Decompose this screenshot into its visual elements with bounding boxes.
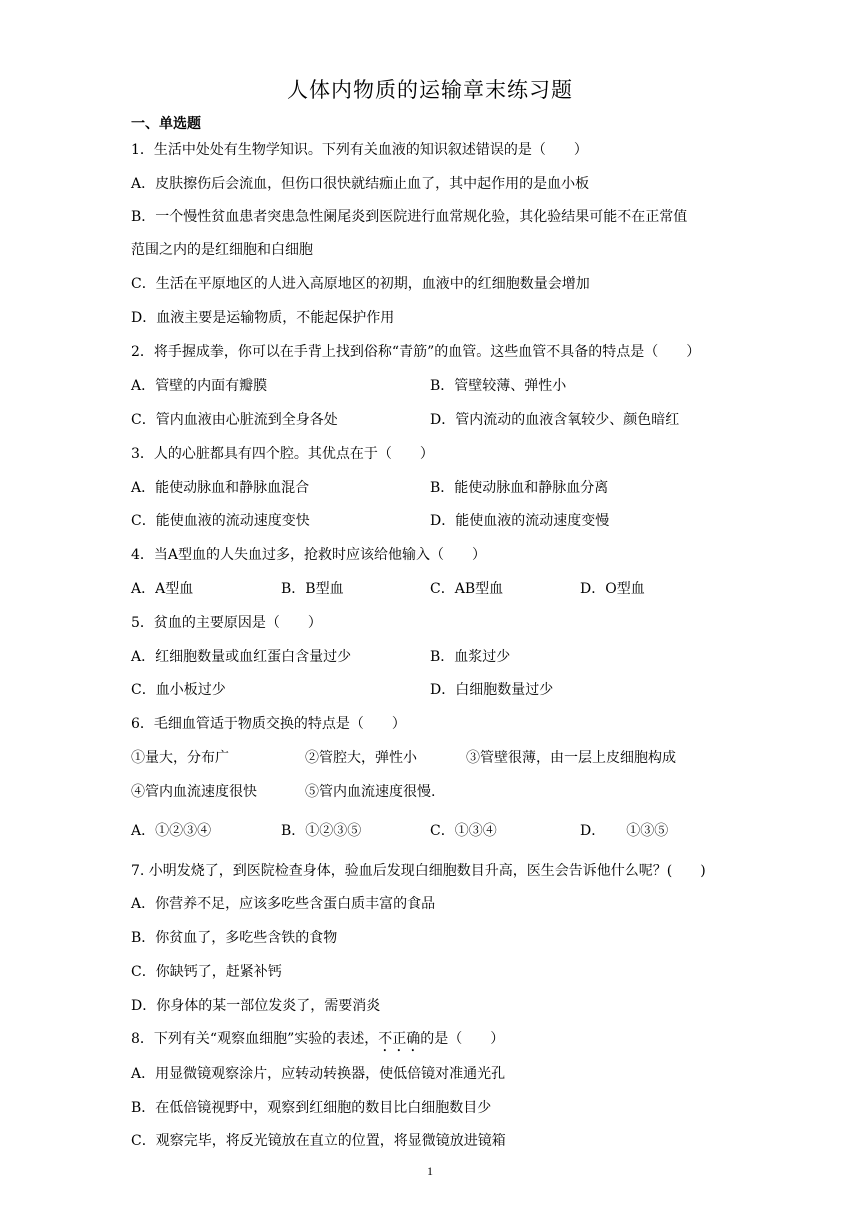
question-3-option-d: D．能使血液的流动速度变慢: [430, 513, 610, 529]
question-1-option-c: C．生活在平原地区的人进入高原地区的初期，血液中的红细胞数量会增加: [131, 276, 590, 292]
page-title: 人体内物质的运输章末练习题: [287, 78, 573, 102]
question-4-option-d: D．O型血: [580, 581, 645, 597]
question-1-stem: 1．生活中处处有生物学知识。下列有关血液的知识叙述错误的是（ ）: [131, 142, 588, 158]
question-7-option-c: C．你缺钙了，赶紧补钙: [131, 964, 282, 980]
question-5-option-b: B．血浆过少: [430, 649, 511, 665]
question-6-stem: 6．毛细血管适于物质交换的特点是（ ）: [131, 716, 406, 732]
question-1-option-b: B．一个慢性贫血患者突患急性阑尾炎到医院进行血常规化验，其化验结果可能不在正常值: [131, 209, 688, 225]
question-8-stem-emphasis: 不正确: [378, 1031, 421, 1047]
question-2-stem: 2．将手握成拳，你可以在手背上找到俗称“青筋”的血管。这些血管不具备的特点是（ ）: [131, 344, 701, 360]
question-5-option-d: D．白细胞数量过少: [430, 682, 554, 698]
question-5-stem: 5．贫血的主要原因是（ ）: [131, 615, 322, 631]
question-4-stem: 4．当A型血的人失血过多，抢救时应该给他输入（ ）: [131, 547, 487, 563]
question-6-option-a: A．①②③④: [131, 823, 212, 839]
section-heading: 一、单选题: [131, 116, 201, 132]
question-8-stem-pre: 8．下列有关“观察血细胞”实验的表述，: [131, 1031, 379, 1047]
question-6-item-3: ③管壁很薄，由一层上皮细胞构成: [466, 750, 676, 766]
question-7-option-d: D．你身体的某一部位发炎了，需要消炎: [131, 998, 381, 1014]
question-6-item-5: ⑤管内血流速度很慢.: [305, 784, 436, 800]
question-4-option-a: A．A型血: [131, 581, 194, 597]
question-7-option-a: A．你营养不足，应该多吃些含蛋白质丰富的食品: [131, 896, 436, 912]
question-3-option-c: C．能使血液的流动速度变快: [131, 513, 310, 529]
question-5-option-a: A．红细胞数量或血红蛋白含量过少: [131, 649, 352, 665]
question-2-option-d: D．管内流动的血液含氧较少、颜色暗红: [430, 412, 680, 428]
question-2-option-b: B．管壁较薄、弹性小: [430, 378, 567, 394]
question-8-option-c: C．观察完毕，将反光镜放在直立的位置，将显微镜放进镜箱: [131, 1133, 506, 1149]
question-3-option-a: A．能使动脉血和静脉血混合: [131, 480, 310, 496]
page-number: 1: [427, 1164, 433, 1178]
question-5-option-c: C．血小板过少: [131, 682, 226, 698]
question-6-option-b: B．①②③⑤: [281, 823, 362, 839]
question-1-option-a: A．皮肤擦伤后会流血，但伤口很快就结痂止血了，其中起作用的是血小板: [131, 176, 590, 192]
question-8-option-a: A．用显微镜观察涂片，应转动转换器，使低倍镜对准通光孔: [131, 1066, 506, 1082]
question-2-option-c: C．管内血液由心脏流到全身各处: [131, 412, 338, 428]
question-1-option-d: D．血液主要是运输物质，不能起保护作用: [131, 310, 395, 326]
question-8-stem: [131, 1029, 504, 1055]
question-4-option-c: C．AB型血: [430, 581, 504, 597]
question-2-option-a: A．管壁的内面有瓣膜: [131, 378, 268, 394]
question-6-item-4: ④管内血流速度很快: [131, 784, 257, 800]
question-3-option-b: B．能使动脉血和静脉血分离: [430, 480, 609, 496]
question-3-stem: 3．人的心脏都具有四个腔。其优点在于（ ）: [131, 446, 434, 462]
question-7-option-b: B．你贫血了，多吃些含铁的食物: [131, 930, 338, 946]
question-8-stem-post: 的是（ ）: [420, 1031, 505, 1047]
question-1-option-b-cont: 范围之内的是红细胞和白细胞: [131, 242, 313, 258]
question-4-option-b: B．B型血: [281, 581, 344, 597]
question-6-item-2: ②管腔大，弹性小: [305, 750, 417, 766]
question-8-option-b: B．在低倍镜视野中，观察到红细胞的数目比白细胞数目少: [131, 1100, 492, 1116]
question-6-option-c: C．①③④: [430, 823, 497, 839]
question-7-stem: 7. 小明发烧了，到医院检查身体，验血后发现白细胞数目升高，医生会告诉他什么呢？( ): [131, 863, 706, 879]
question-6-item-1: ①量大，分布广: [131, 750, 229, 766]
question-6-option-d: D． ①③⑤: [580, 823, 669, 839]
